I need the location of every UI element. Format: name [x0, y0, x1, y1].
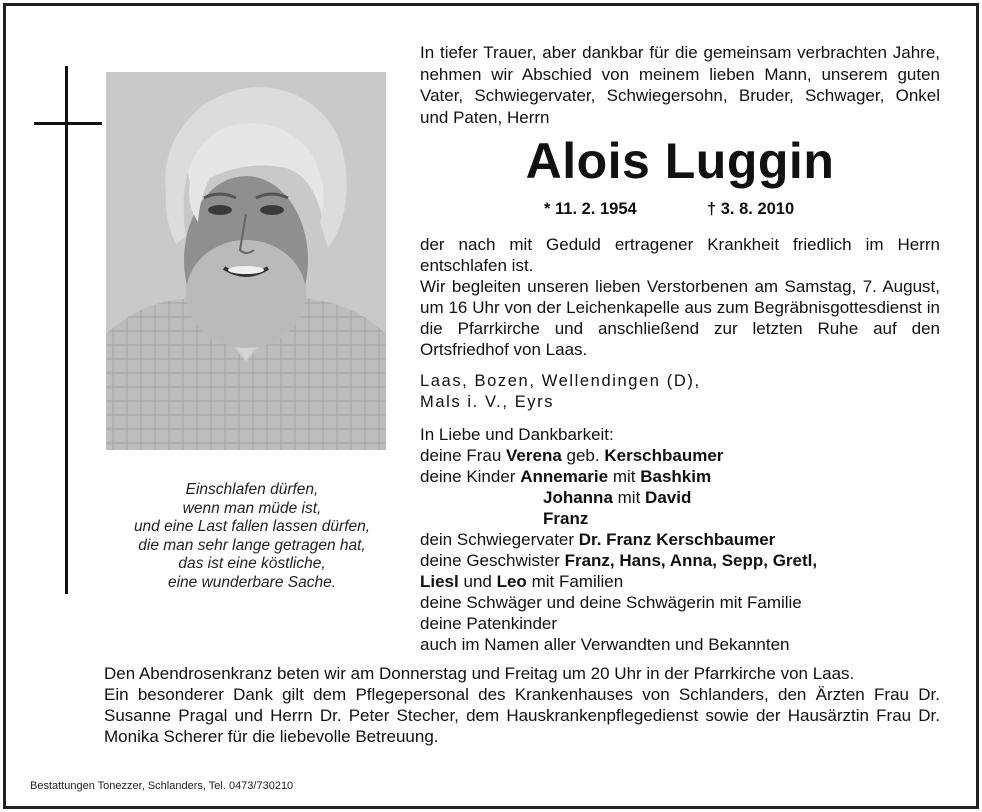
mourner-children: deine Kinder Annemarie mit Bashkim [420, 467, 712, 486]
places-line: Mals i. V., Eyrs [420, 393, 555, 411]
poem-line: Einschlafen dürfen, [185, 481, 319, 498]
rosary-notice: Den Abendrosenkranz beten wir am Donnerstag und Freitag um 20 Uhr in der Pfarrkirche von Laas. [104, 664, 855, 683]
mourner-child: Franz [543, 509, 589, 528]
thanks-notice: Ein besonderer Dank gilt dem Pflegepersonal des Krankenhauses von Schlanders, den Ärzten Frau Dr. Susanne Pragal und Herrn Dr. Peter Stecher, dem Hauskrankenpflegedienst sowie der Hausärztin Frau Dr. Monika Scherer für die liebevolle Betreuung. [104, 685, 940, 746]
memorial-poem [104, 481, 400, 593]
mourner-godchildren: deine Patenkinder [420, 614, 558, 633]
poem-line: und eine Last fallen lassen dürfen, [133, 518, 371, 536]
mourner-father-in-law: dein Schwiegervater Dr. Franz Kerschbaumer [420, 530, 776, 549]
poem-line: eine wunderbare Sache. [167, 573, 337, 591]
mourner-siblings: deine Geschwister Franz, Hans, Anna, Sepp, Gretl, [420, 551, 818, 570]
birth-date: * 11. 2. 1954 [544, 200, 637, 218]
cross-horizontal-bar [34, 122, 102, 125]
mourner-siblings-cont: Liesl und Leo mit Familien [420, 572, 624, 591]
places-list [420, 371, 940, 413]
announcement-text [420, 234, 940, 360]
deceased-name: Alois Luggin [525, 133, 835, 189]
poem-line: die man sehr lange getragen hat, [138, 536, 366, 554]
mourner-wife: deine Frau Verena geb. Kerschbaumer [420, 446, 724, 465]
poem-line: wenn man müde ist, [182, 499, 322, 517]
intro-paragraph: In tiefer Trauer, aber dankbar für die gemeinsam verbrachten Jahre, nehmen wir Abschied von meinem lieben Mann, unserem guten Vater, Schwiegervater, Schwiegersohn, Bruder, Schwager, Onkel und Paten, Herrn [420, 43, 940, 127]
mourners-heading: In Liebe und Dankbarkeit: [420, 425, 614, 444]
closing-notes [104, 663, 940, 747]
poem-line: das ist eine köstliche, [178, 555, 326, 573]
mourner-child: Johanna mit David [543, 488, 692, 507]
mourner-relatives: auch im Namen aller Verwandten und Bekannten [420, 635, 790, 654]
mourners-list [420, 424, 960, 655]
funeral-home-footer: Bestattungen Tonezzer, Schlanders, Tel. 0473/730210 [30, 780, 294, 792]
places-line: Laas, Bozen, Wellendingen (D), [420, 372, 701, 390]
portrait-image [106, 72, 386, 450]
death-notice: der nach mit Geduld ertragener Krankheit friedlich im Herrn entschlafen ist. [420, 235, 940, 275]
mourner-inlaws: deine Schwäger und deine Schwägerin mit Familie [420, 593, 802, 612]
death-date: † 3. 8. 2010 [707, 200, 795, 218]
portrait-photo [106, 72, 386, 450]
cross-vertical-bar [65, 66, 68, 594]
funeral-notice: Wir begleiten unseren lieben Verstorbenen am Samstag, 7. August, um 16 Uhr von der Leichenkapelle aus zum Begräbnisgottesdienst in die Pfarrkirche und anschließend zur letzten Ruhe auf den Ortsfriedhof von Laas. [420, 277, 940, 359]
